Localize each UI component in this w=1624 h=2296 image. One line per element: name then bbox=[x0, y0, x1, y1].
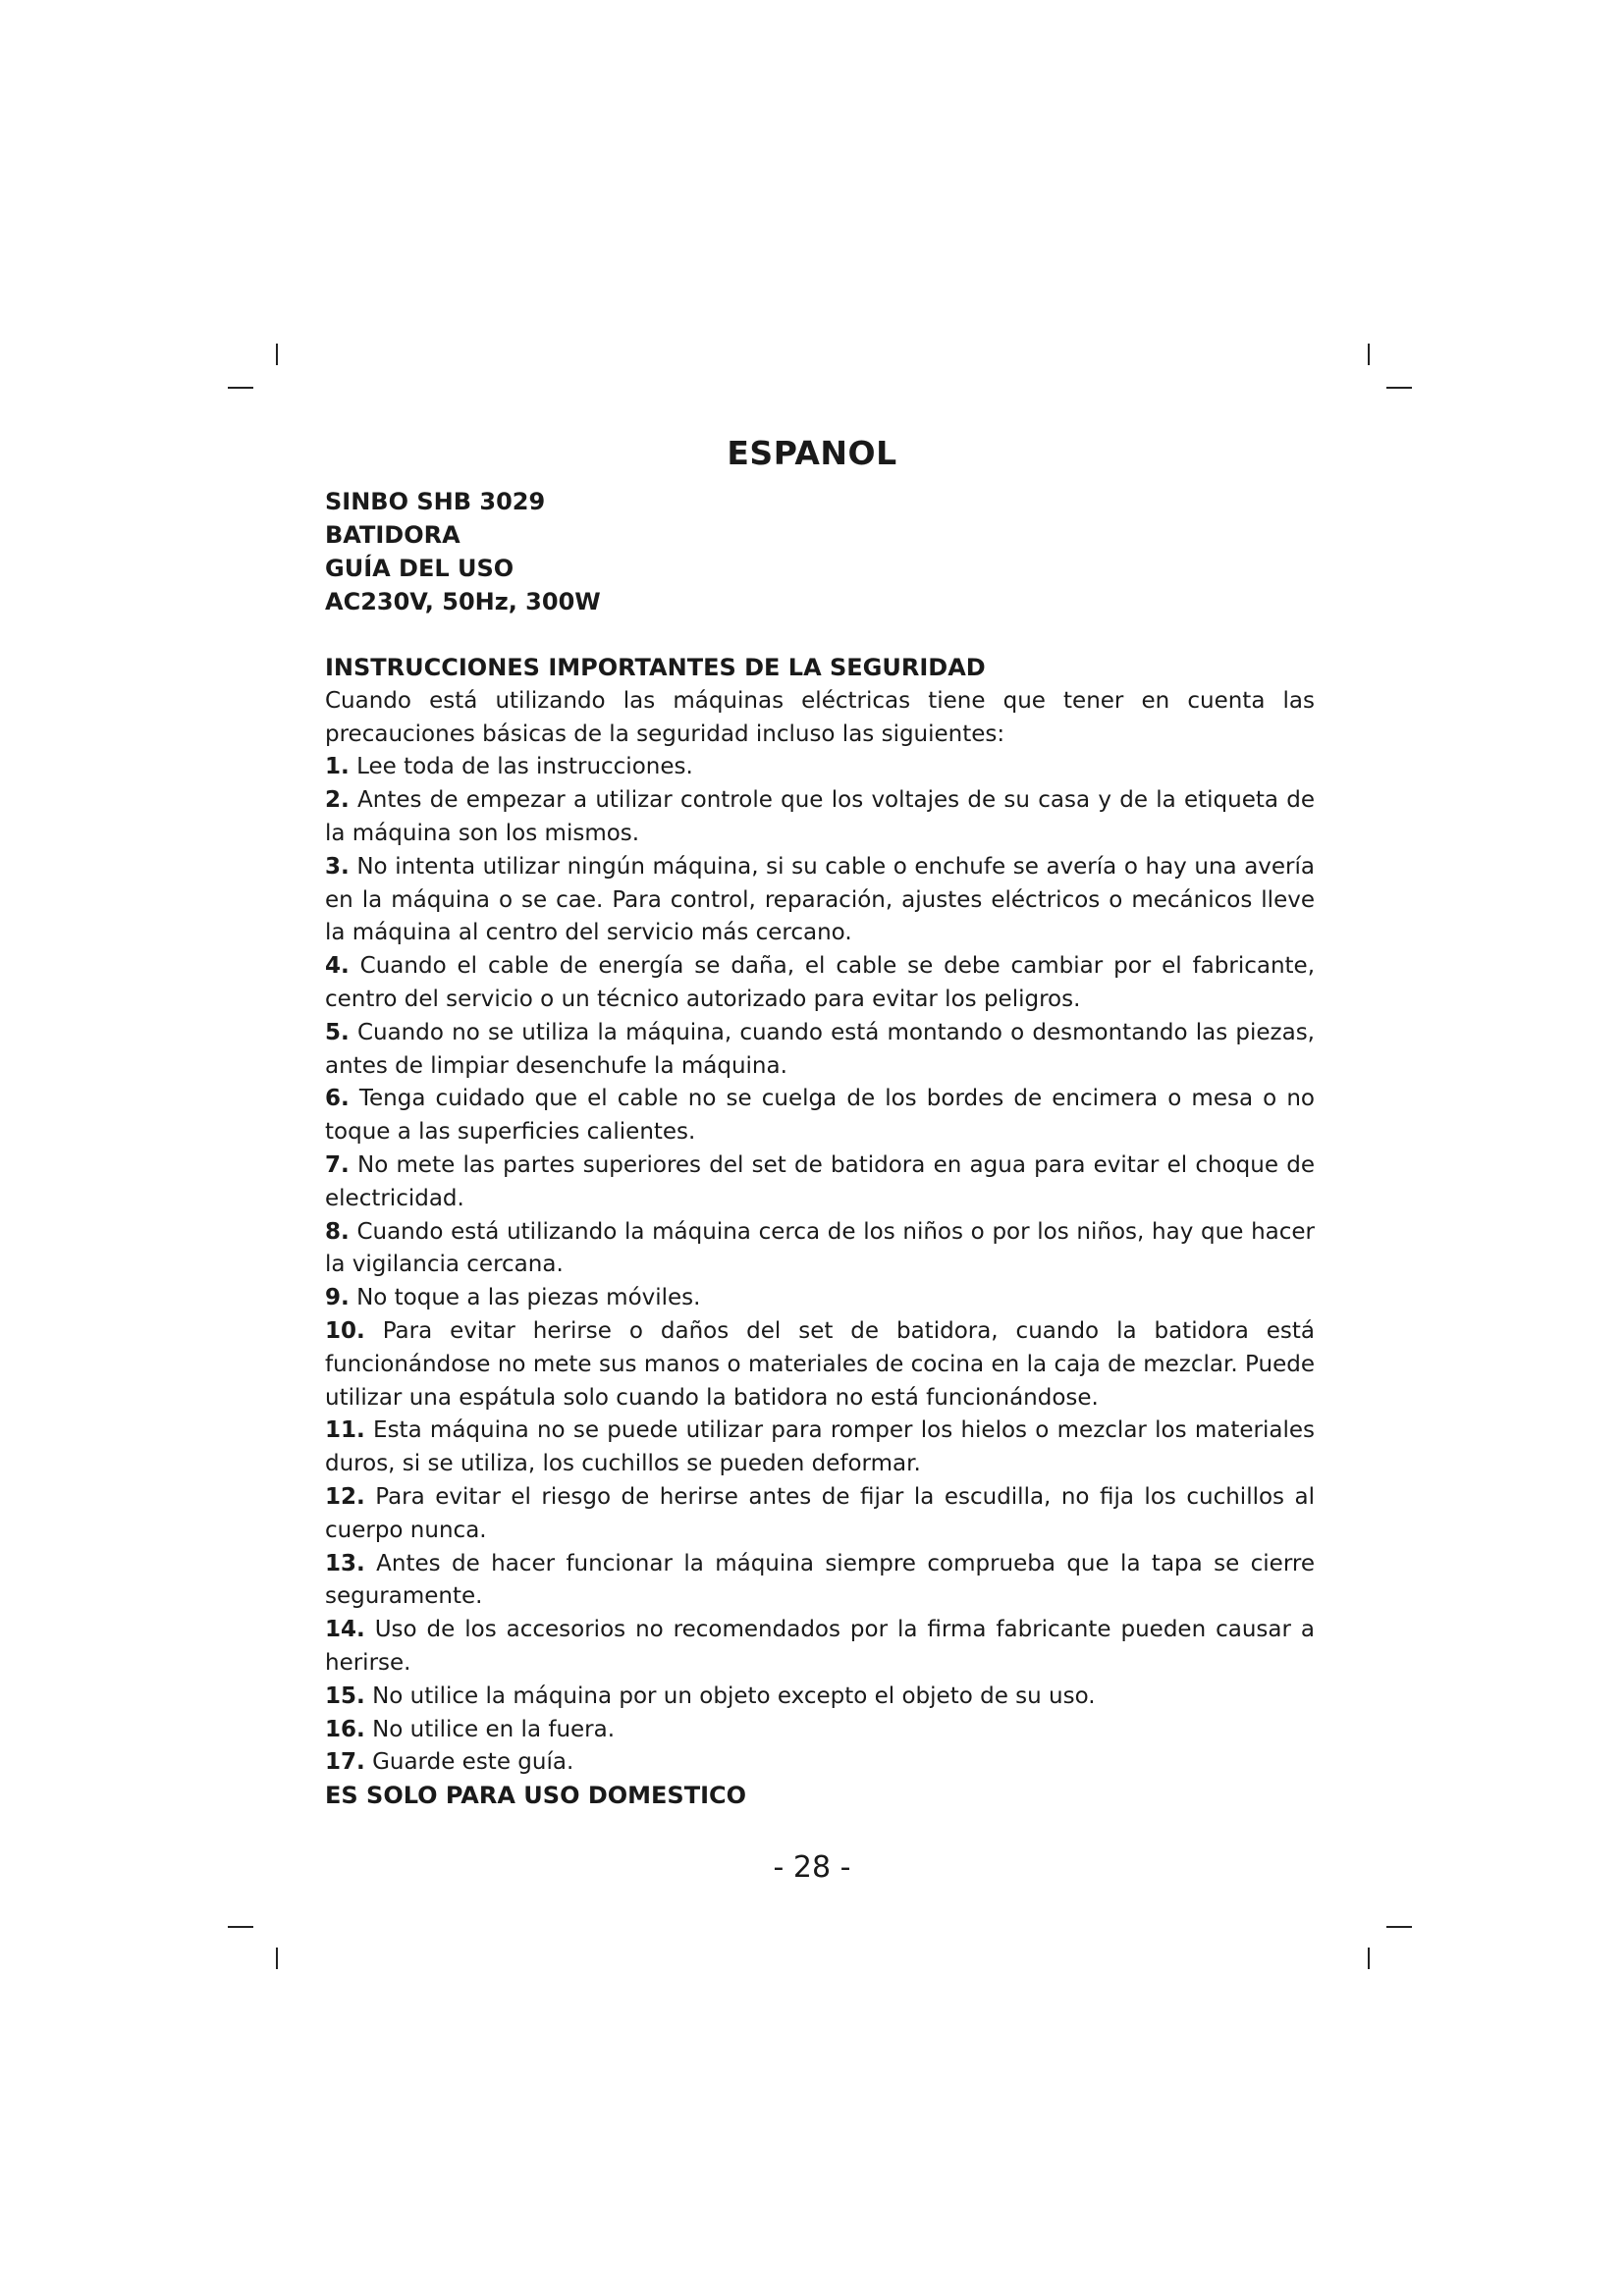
list-item bbox=[325, 1083, 1315, 1149]
intro-paragraph: Cuando está utilizando las máquinas eléctricas tiene que tener en cuenta las precauciones básicas de la seguridad incluso las siguientes: bbox=[325, 687, 1315, 747]
list-item bbox=[325, 1282, 1315, 1315]
crop-mark-bottom-right-horizontal bbox=[1386, 1926, 1412, 1928]
item-number: 2. bbox=[325, 787, 350, 814]
item-text: Para evitar herirse o daños del set de batidora, cuando la batidora está funcionándose no mete sus manos o materiales de cocina en la caja de mezclar. Puede utilizar una espátula solo cuando la batidora no está funcionándose. bbox=[325, 1317, 1315, 1411]
product-type: BATIDORA bbox=[325, 521, 460, 549]
item-number: 4. bbox=[325, 953, 350, 980]
item-number: 10. bbox=[325, 1317, 365, 1344]
crop-mark-bottom-left-horizontal bbox=[228, 1926, 253, 1928]
list-item bbox=[325, 1315, 1315, 1415]
list-item bbox=[325, 751, 1315, 784]
item-text: No utilice en la fuera. bbox=[372, 1716, 616, 1742]
item-text: No intenta utilizar ningún máquina, si su cable o enchufe se avería o hay una avería en la máquina o se cae. Para control, reparación, ajustes eléctricos o mecánicos lleve la máquina al centro del servicio más cercano. bbox=[325, 853, 1315, 946]
item-number: 6. bbox=[325, 1086, 350, 1112]
list-item bbox=[325, 784, 1315, 851]
product-model: SINBO SHB 3029 bbox=[325, 488, 546, 515]
item-text: No toque a las piezas móviles. bbox=[356, 1285, 701, 1311]
list-item bbox=[325, 950, 1315, 1017]
list-item bbox=[325, 1216, 1315, 1283]
list-item bbox=[325, 1415, 1315, 1481]
item-number: 3. bbox=[325, 853, 350, 880]
item-number: 1. bbox=[325, 754, 350, 780]
domestic-use-note: ES SOLO PARA USO DOMESTICO bbox=[325, 1782, 747, 1810]
power-spec: AC230V, 50Hz, 300W bbox=[325, 588, 601, 615]
item-number: 11. bbox=[325, 1417, 365, 1444]
list-item bbox=[325, 1746, 1315, 1780]
item-text: Uso de los accesorios no recomendados por la firma fabricante pueden causar a herirse. bbox=[325, 1617, 1315, 1676]
section-title: INSTRUCCIONES IMPORTANTES DE LA SEGURIDAD bbox=[325, 654, 986, 681]
list-item bbox=[325, 1548, 1315, 1615]
product-header bbox=[325, 485, 1315, 618]
crop-mark-top-left-vertical bbox=[276, 344, 278, 365]
item-text: Guarde este guía. bbox=[372, 1749, 574, 1776]
item-number: 12. bbox=[325, 1483, 365, 1510]
item-number: 17. bbox=[325, 1749, 365, 1776]
item-text: Antes de hacer funcionar la máquina siempre comprueba que la tapa se cierre seguramente. bbox=[325, 1550, 1315, 1610]
item-text: Cuando está utilizando la máquina cerca de los niños o por los niños, hay que hacer la vigilancia cercana. bbox=[325, 1218, 1315, 1278]
list-item bbox=[325, 1149, 1315, 1216]
item-number: 13. bbox=[325, 1550, 365, 1576]
list-item bbox=[325, 1017, 1315, 1084]
item-number: 14. bbox=[325, 1617, 365, 1643]
item-text: Para evitar el riesgo de herirse antes de fijar la escudilla, no fija los cuchillos al cuerpo nunca. bbox=[325, 1483, 1315, 1543]
item-number: 7. bbox=[325, 1151, 350, 1178]
item-text: No mete las partes superiores del set de batidora en agua para evitar el choque de electricidad. bbox=[325, 1151, 1315, 1211]
item-text: Lee toda de las instrucciones. bbox=[356, 754, 693, 780]
list-item bbox=[325, 1481, 1315, 1548]
item-number: 16. bbox=[325, 1716, 365, 1742]
list-item bbox=[325, 851, 1315, 950]
guide-title: GUÍA DEL USO bbox=[325, 555, 514, 582]
item-text: No utilice la máquina por un objeto excepto el objeto de su uso. bbox=[372, 1682, 1096, 1709]
crop-mark-top-right-horizontal bbox=[1386, 387, 1412, 389]
item-text: Cuando no se utiliza la máquina, cuando está montando o desmontando las piezas, antes de limpiar desenchufe la máquina. bbox=[325, 1019, 1315, 1079]
instructions-list bbox=[325, 751, 1315, 1780]
crop-mark-top-right-vertical bbox=[1368, 344, 1370, 365]
page-title: ESPANOL bbox=[727, 434, 897, 472]
page-number: - 28 - bbox=[773, 1850, 851, 1885]
list-item bbox=[325, 1714, 1315, 1747]
document-body bbox=[325, 485, 1315, 1813]
item-number: 8. bbox=[325, 1218, 350, 1245]
list-item bbox=[325, 1681, 1315, 1714]
item-text: Esta máquina no se puede utilizar para romper los hielos o mezclar los materiales duros, si se utiliza, los cuchillos se pueden deformar. bbox=[325, 1417, 1315, 1477]
item-text: Antes de empezar a utilizar controle que los voltajes de su casa y de la etiqueta de la máquina son los mismos. bbox=[325, 787, 1316, 846]
crop-mark-bottom-right-vertical bbox=[1368, 1948, 1370, 1969]
item-text: Cuando el cable de energía se daña, el cable se debe cambiar por el fabricante, centro del servicio o un técnico autorizado para evitar los peligros. bbox=[325, 953, 1316, 1012]
item-number: 15. bbox=[325, 1682, 365, 1709]
crop-mark-top-left-horizontal bbox=[228, 387, 253, 389]
item-text: Tenga cuidado que el cable no se cuelga de los bordes de encimera o mesa o no toque a las superficies calientes. bbox=[325, 1086, 1315, 1146]
item-number: 9. bbox=[325, 1285, 350, 1311]
item-number: 5. bbox=[325, 1019, 350, 1045]
list-item bbox=[325, 1614, 1315, 1681]
crop-mark-bottom-left-vertical bbox=[276, 1948, 278, 1969]
